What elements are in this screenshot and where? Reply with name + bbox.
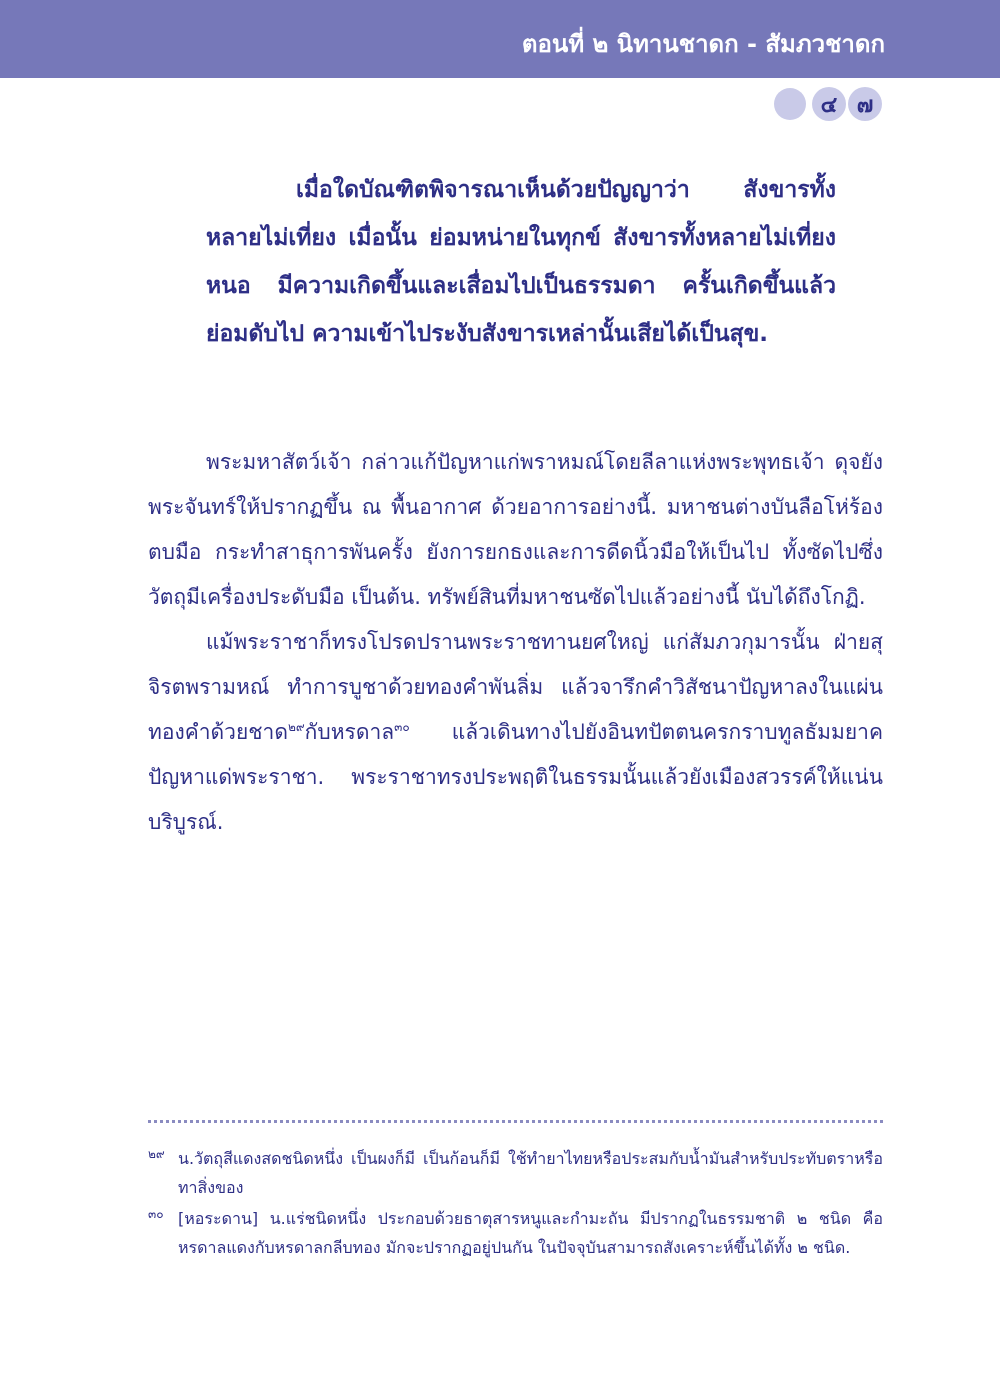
page-number — [774, 86, 882, 122]
paragraph-2-part-b: กับหรดาล — [304, 720, 395, 744]
footnote-ref-29: ๒๙ — [287, 720, 305, 734]
paragraph-2-part-a: แม้พระราชาก็ทรงโปรดปรานพระราชทานยศใหญ่ แก่สัมภวกุมารนั้น ฝ่ายสุจิรตพรามหณ์ ทำการบูชาด้วยทองคำพันลิ่ม แล้วจารึกคำวิสัชนาปัญหาลงในแผ่นทองคำด้วยชาด — [148, 630, 883, 744]
verse-text: เมื่อใดบัณฑิตพิจารณาเห็นด้วยปัญญาว่า สังขารทั้งหลายไม่เที่ยง เมื่อนั้น ย่อมหน่ายในทุกข์ สังขารทั้งหลายไม่เที่ยงหนอ มีความเกิดขึ้นและเสื่อมไปเป็นธรรมดา ครั้นเกิดขึ้นแล้วย่อมดับไป ความเข้าไประงับสังขารเหล่านั้นเสียได้เป็นสุข. — [206, 177, 836, 347]
page-number-digit: ๗ — [848, 87, 882, 121]
footnote-number: ๓๐ — [148, 1207, 164, 1221]
footnotes — [148, 1144, 883, 1264]
footnote-ref-30: ๓๐ — [394, 720, 410, 734]
footnote-item — [148, 1144, 883, 1202]
paragraph-1: พระมหาสัตว์เจ้า กล่าวแก้ปัญหาแก่พราหมณ์โดยลีลาแห่งพระพุทธเจ้า ดุจยังพระจันทร์ให้ปรากฏขึ้น ณ พื้นอากาศ ด้วยอาการอย่างนี้. มหาชนต่างบันลือโห่ร้องตบมือ กระทำสาธุการพันครั้ง ยังการยกธงและการดีดนิ้วมือให้เป็นไป ทั้งซัดไปซึ่งวัตถุมีเครื่องประดับมือ เป็นต้น. ทรัพย์สินที่มหาชนซัดไปแล้วอย่างนี้ นับได้ถึงโกฏิ. — [148, 450, 883, 609]
footnote-text: [หอระดาน] น.แร่ชนิดหนึ่ง ประกอบด้วยธาตุสารหนูและกำมะถัน มีปรากฏในธรรมชาติ ๒ ชนิด คือ หรดาลแดงกับหรดาลกลีบทอง มักจะปรากฏอยู่ปนกัน ในปัจจุบันสามารถสังเคราะห์ขึ้นได้ทั้ง ๒ ชนิด. — [178, 1209, 883, 1257]
footnote-number: ๒๙ — [148, 1147, 165, 1161]
chapter-title: ตอนที่ ๒ นิทานชาดก - สัมภวชาดก — [521, 30, 885, 58]
page-number-decoration — [774, 88, 806, 120]
paragraph-2-part-c: แล้วเดินทางไปยังอินทปัตตนครกราบทูลธัมมยาคปัญหาแด่พระราชา. พระราชาทรงประพฤติในธรรมนั้นแล้วยังเมืองสวรรค์ให้แน่นบริบูรณ์. — [148, 720, 883, 834]
body-text — [148, 440, 883, 845]
footnote-item — [148, 1204, 883, 1262]
paragraph-2 — [148, 620, 883, 845]
footnote-divider — [148, 1120, 883, 1123]
page-number-digit: ๔ — [812, 87, 846, 121]
verse-block — [206, 166, 836, 358]
footnote-text: น.วัตถุสีแดงสดชนิดหนึ่ง เป็นผงก็มี เป็นก้อนก็มี ใช้ทำยาไทยหรือประสมกับน้ำมันสำหรับประทับตราหรือทาสิ่งของ — [178, 1149, 883, 1197]
header-bar — [0, 0, 1000, 78]
